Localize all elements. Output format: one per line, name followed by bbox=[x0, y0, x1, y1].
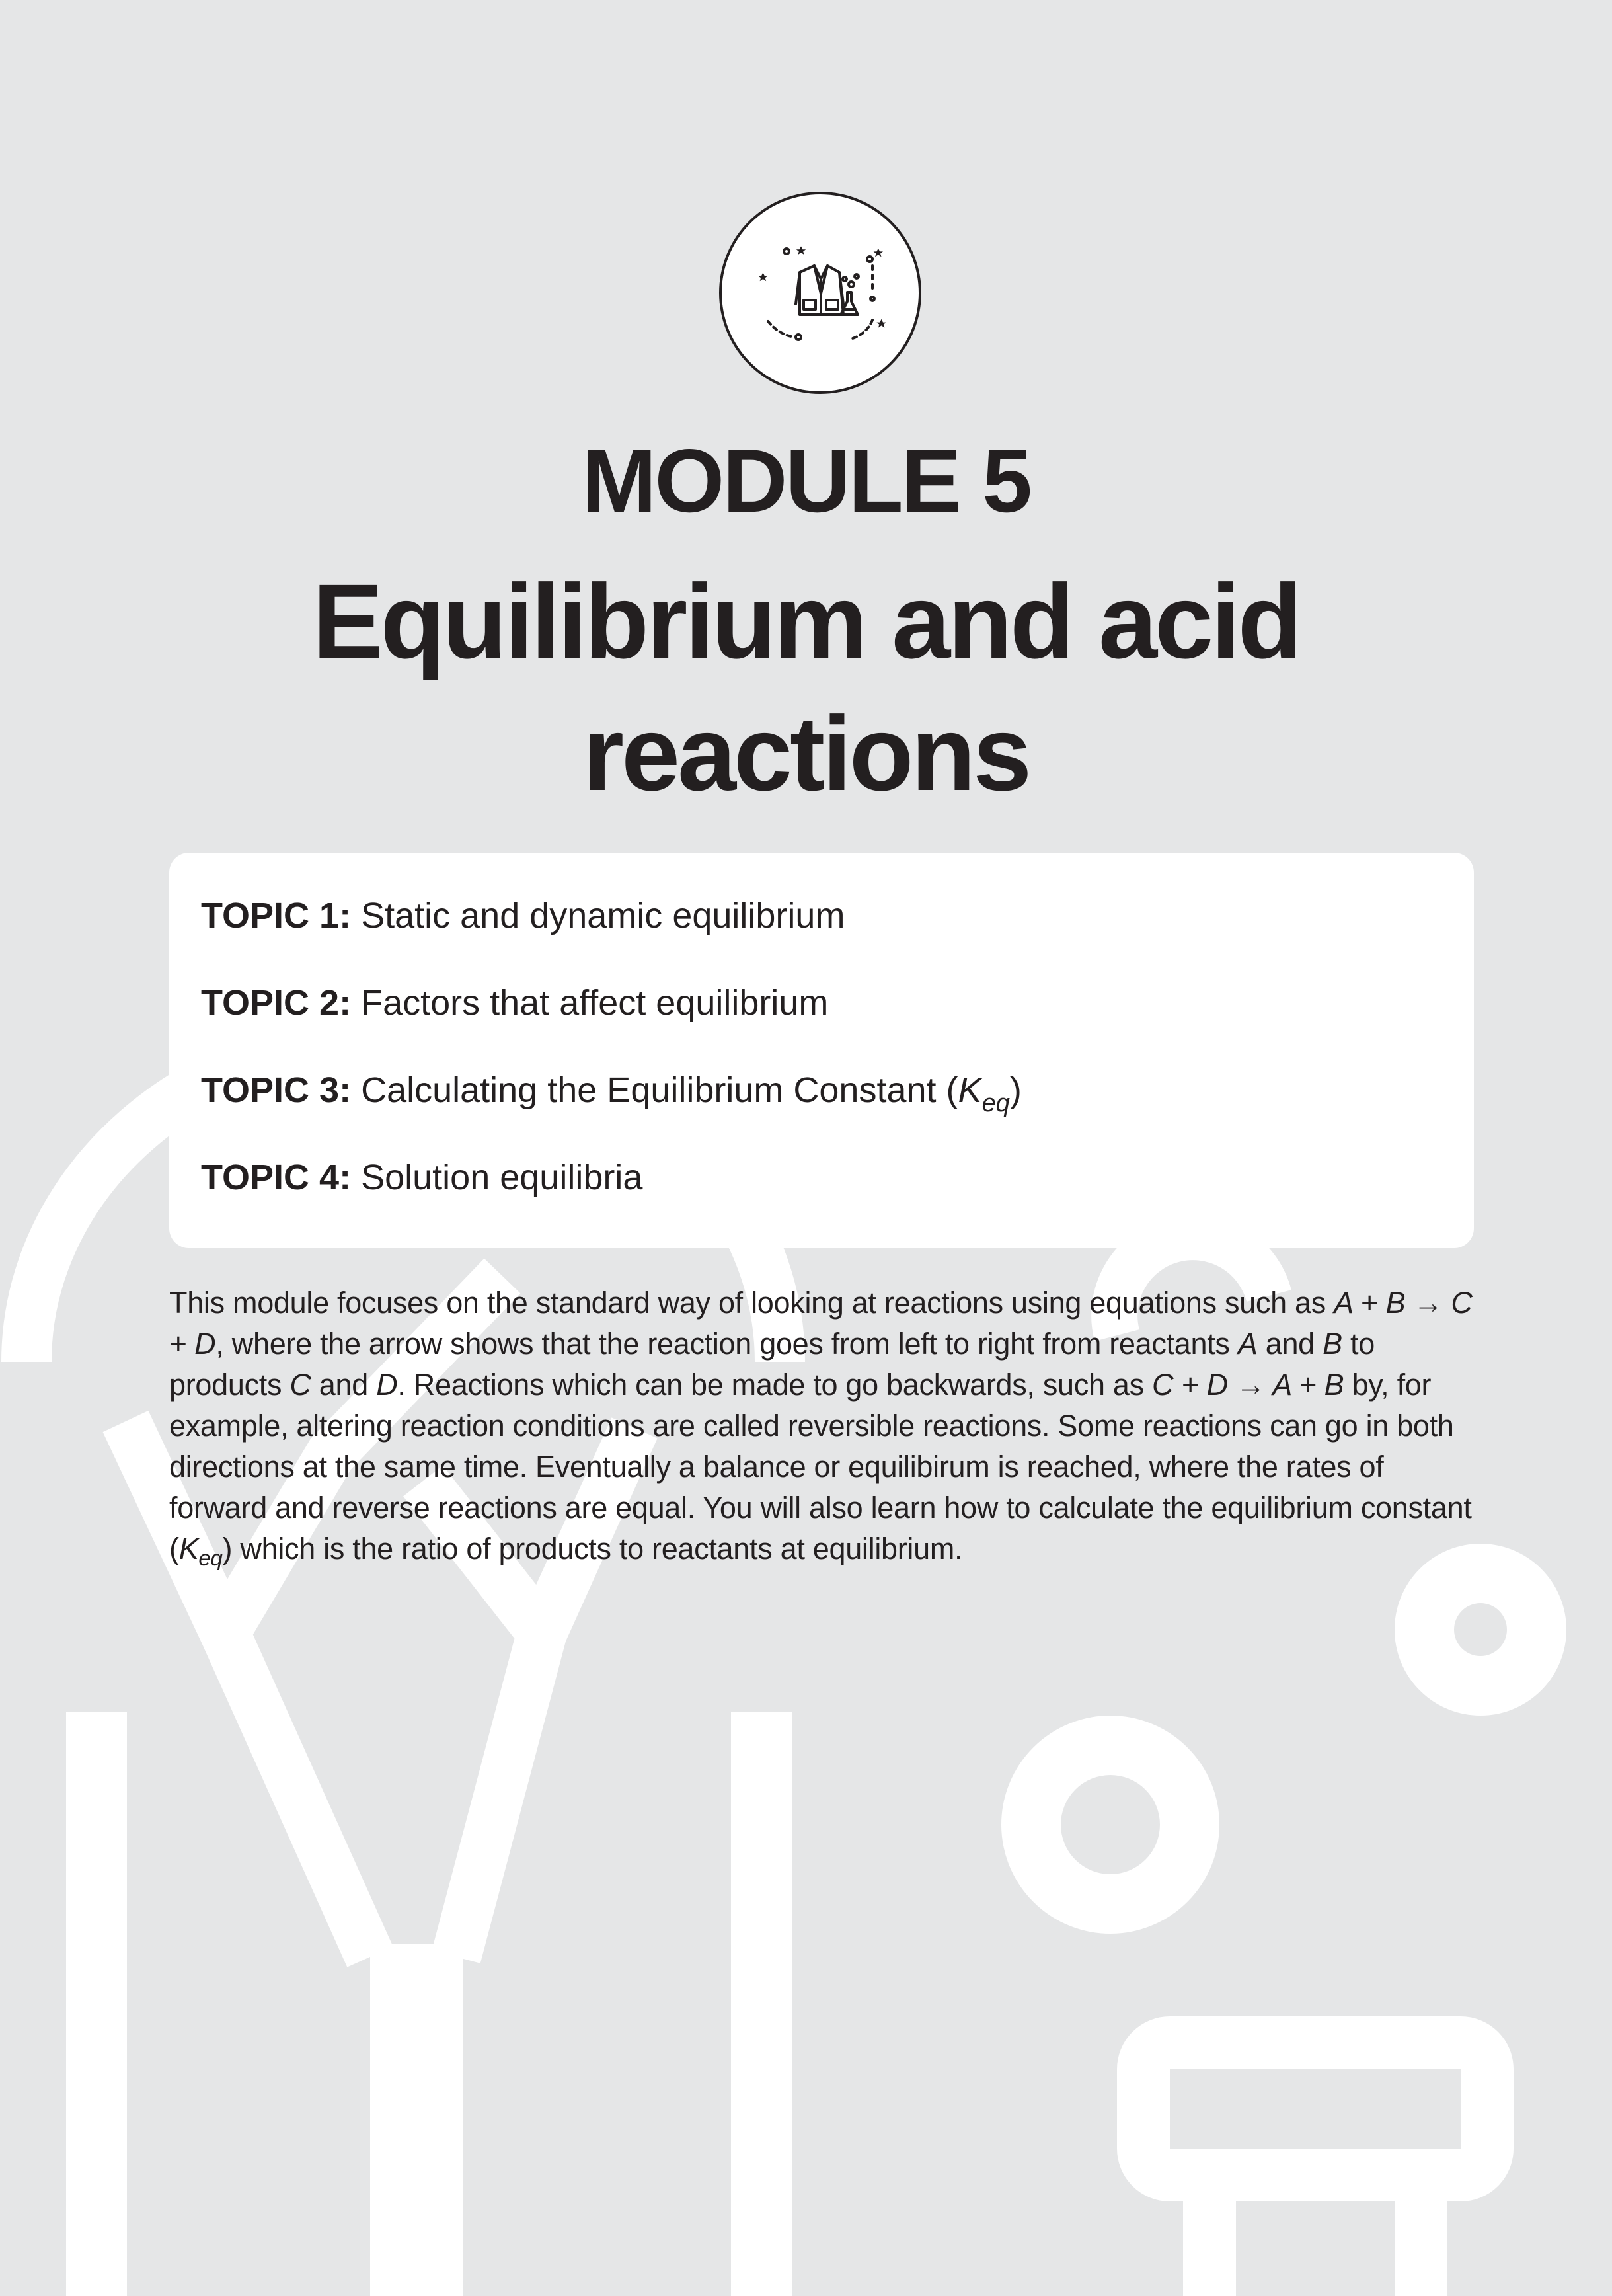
topic-1 bbox=[201, 894, 1474, 981]
reactant-a: A bbox=[1237, 1327, 1258, 1361]
module-intro-paragraph bbox=[169, 1283, 1484, 1569]
equation: C + D → A + B bbox=[1152, 1368, 1344, 1402]
topic-label: TOPIC 3: bbox=[201, 1070, 352, 1110]
product-d: D bbox=[376, 1368, 398, 1402]
topic-label: TOPIC 2: bbox=[201, 983, 352, 1023]
title-line-2: reactions bbox=[582, 694, 1030, 812]
intro-text: to products bbox=[169, 1327, 1375, 1402]
intro-text: This module focuses on the standard way of looking at reactions using equations such as bbox=[169, 1286, 1334, 1320]
title-line-1: Equilibrium and acid bbox=[312, 562, 1300, 680]
topic-3 bbox=[201, 1068, 1474, 1156]
keq-subscript: eq bbox=[198, 1546, 223, 1570]
intro-text: ) which is the ratio of products to reactants at equilibrium. bbox=[222, 1532, 963, 1565]
topic-text: Calculating the Equilibrium Constant ( bbox=[361, 1070, 958, 1110]
page-title bbox=[198, 555, 1414, 820]
product-c: C bbox=[289, 1368, 311, 1402]
keq-symbol: K bbox=[958, 1070, 982, 1110]
topic-text: Static and dynamic equilibrium bbox=[361, 896, 845, 935]
intro-text: , where the arrow shows that the reaction goes from left to right from reactants bbox=[215, 1327, 1238, 1361]
intro-text: . Reactions which can be made to go backwards, such as bbox=[397, 1368, 1153, 1402]
topic-text-suffix: ) bbox=[1009, 1070, 1022, 1110]
topic-4 bbox=[201, 1156, 1474, 1243]
reactant-b: B bbox=[1323, 1327, 1342, 1361]
topic-label: TOPIC 1: bbox=[201, 896, 352, 935]
module-emblem bbox=[719, 192, 921, 394]
equation: A + B → C + D bbox=[169, 1286, 1473, 1361]
scientist-lab-coat-flask-icon bbox=[722, 194, 919, 391]
topic-text: Factors that affect equilibrium bbox=[361, 983, 829, 1023]
intro-text: and bbox=[1257, 1327, 1323, 1361]
topic-2 bbox=[201, 981, 1474, 1068]
keq-symbol: K bbox=[178, 1532, 199, 1565]
intro-text: and bbox=[311, 1368, 377, 1402]
keq-subscript: eq bbox=[981, 1089, 1010, 1117]
topic-label: TOPIC 4: bbox=[201, 1158, 352, 1197]
module-label: MODULE 5 bbox=[582, 430, 1030, 531]
intro-text: by, for example, altering reaction conditions are called reversible reactions. Some reactions can go in both directions at the same time. Eventually a balance or equilibirum is reached, where the rates of forward and reverse reactions are equal. You will also learn how to calculate the equilibrium constant ( bbox=[169, 1368, 1472, 1565]
topic-text: Solution equilibria bbox=[361, 1158, 643, 1197]
topics-panel bbox=[169, 853, 1474, 1248]
